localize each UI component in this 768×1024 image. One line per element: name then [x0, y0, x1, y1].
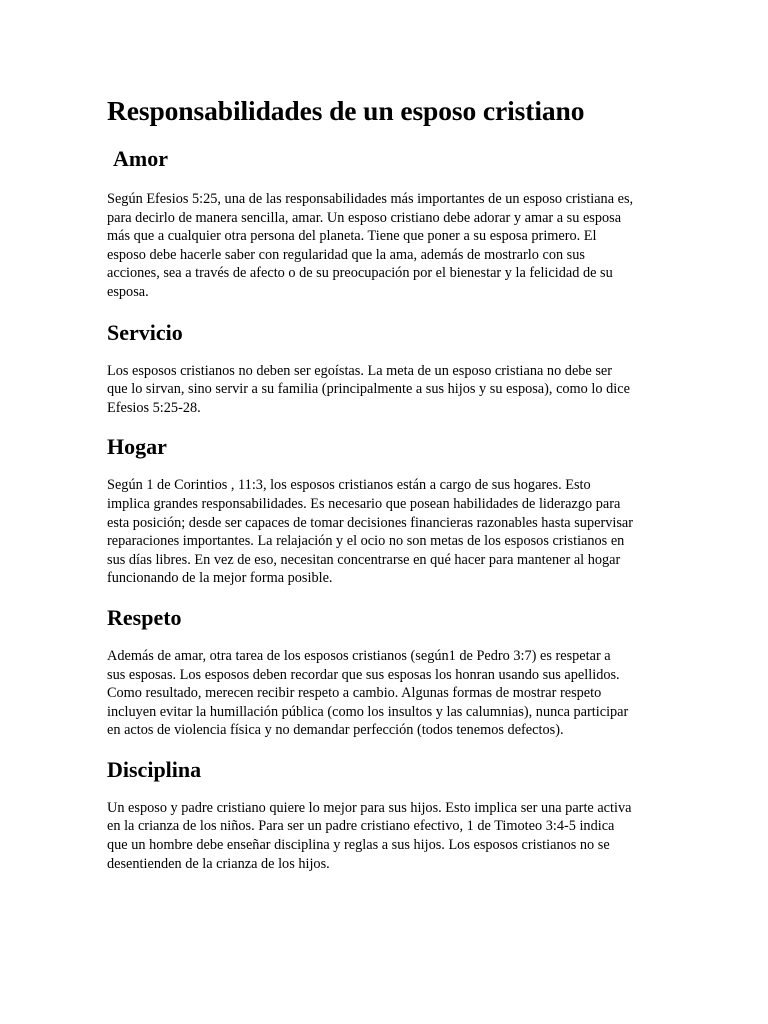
paragraph-line: que lo sirvan, sino servir a su familia (principalmente a sus hijos y su esposa), como lo dice	[107, 381, 630, 398]
paragraph-line: Según 1 de Corintios , 11:3, los esposos cristianos están a cargo de sus hogares. Esto	[107, 477, 591, 494]
section-heading-hogar: Hogar	[107, 434, 167, 460]
paragraph-line: en actos de violencia física y no demandar perfección (todos tenemos defectos).	[107, 722, 564, 739]
section-heading-amor: Amor	[113, 146, 168, 171]
paragraph-line: Como resultado, merecen recibir respeto a cambio. Algunas formas de mostrar respeto	[107, 685, 602, 702]
paragraph-line: Los esposos cristianos no deben ser egoístas. La meta de un esposo cristiana no debe ser	[107, 362, 613, 379]
paragraph-line: implica grandes responsabilidades. Es necesario que posean habilidades de liderazgo para	[107, 495, 621, 512]
paragraph-line: incluyen evitar la humillación pública (como los insultos y las calumnias), nunca participar	[107, 703, 629, 720]
paragraph-line: más que a cualquier otra persona del planeta. Tiene que poner a su esposa primero. El	[107, 228, 597, 245]
paragraph-line: para decirlo de manera sencilla, amar. Un esposo cristiano debe adorar y amar a su esposa	[107, 209, 622, 226]
paragraph-line: Además de amar, otra tarea de los esposos cristianos (según1 de Pedro 3:7) es respetar a	[107, 647, 611, 664]
section-paragraph-amor	[107, 190, 667, 302]
paragraph-line: Un esposo y padre cristiano quiere lo mejor para sus hijos. Esto implica ser una parte activa	[107, 799, 632, 816]
paragraph-line: reparaciones importantes. La relajación y el ocio no son metas de los esposos cristianos en	[107, 533, 625, 550]
paragraph-line: sus días libres. En vez de eso, necesitan concentrarse en qué hacer para mantener al hogar	[107, 551, 621, 568]
paragraph-line: sus esposas. Los esposos deben recordar que sus esposas los honran usando sus apellidos.	[107, 666, 620, 683]
paragraph-line: esposo debe hacerle saber con regularidad que la ama, además de mostrarlo con sus	[107, 246, 585, 263]
paragraph-line: esta posición; desde ser capaces de tomar decisiones financieras razonables hasta supervisar	[107, 514, 633, 531]
paragraph-line: desentienden de la crianza de los hijos.	[107, 855, 330, 872]
section-heading-disciplina: Disciplina	[107, 756, 202, 782]
document-title: Responsabilidades de un esposo cristiano	[107, 95, 585, 126]
paragraph-line: que un hombre debe enseñar disciplina y reglas a sus hijos. Los esposos cristianos no se	[107, 837, 610, 854]
section-paragraph-servicio	[107, 362, 667, 418]
section-paragraph-disciplina	[107, 799, 667, 873]
paragraph-line: Efesios 5:25-28.	[107, 399, 201, 416]
section-paragraph-hogar	[107, 476, 667, 588]
paragraph-line: acciones, sea a través de afecto o de su preocupación por el bienestar y la felicidad de su	[107, 265, 613, 282]
section-paragraph-respeto	[107, 647, 667, 740]
section-heading-servicio: Servicio	[107, 319, 183, 345]
paragraph-line: funcionando de la mejor forma posible.	[107, 570, 333, 587]
section-heading-respeto: Respeto	[107, 604, 182, 630]
paragraph-line: Según Efesios 5:25, una de las responsabilidades más importantes de un esposo cristiana es,	[107, 191, 634, 207]
document-page	[107, 91, 667, 873]
paragraph-line: en la crianza de los niños. Para ser un padre cristiano efectivo, 1 de Timoteo 3:4-5 indica	[107, 818, 615, 835]
paragraph-line: esposa.	[107, 283, 149, 300]
